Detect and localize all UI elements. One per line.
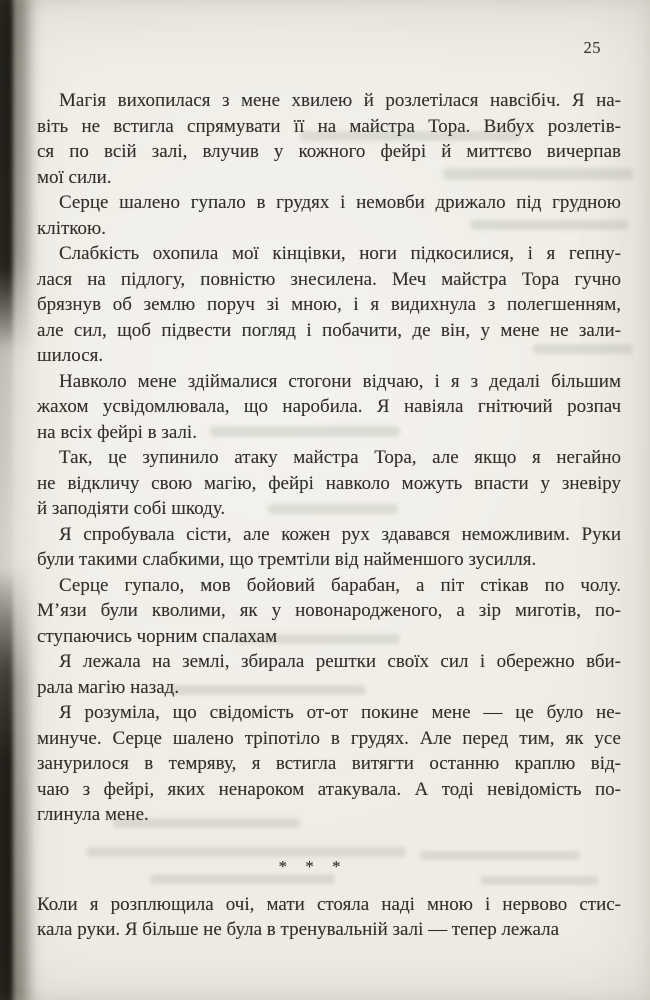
section-separator: * * * — [278, 856, 348, 876]
page-number: 25 — [583, 38, 601, 57]
text-line: віть не встигла спрямувати її на майстра Тора. Вибух розлетів- — [37, 115, 621, 137]
text-line: були такими слабкими, що тремтіли від найменшого зусилля. — [37, 549, 537, 570]
text-line: Я розуміла, що свідомість от-от покине мене — це було не- — [59, 702, 621, 723]
text-line: лася на підлогу, повністю знесилена. Меч майстра Тора гучно — [37, 268, 621, 290]
paragraph — [37, 649, 621, 700]
text-line: брязнув об землю поруч зі мною, і я видихнула з полегшенням, — [37, 294, 621, 315]
text-line: жахом усвідомлювала, що наробила. Я навіяла гнітючий розпач — [37, 396, 621, 417]
paragraph — [37, 88, 621, 190]
text-line: М’язи були кволими, як у новонародженого, а зір миготів, по- — [37, 600, 621, 621]
text-line: занурилося в темряву, я встигла витягти останню краплю від- — [37, 753, 621, 774]
text-line: Так, це зупинило атаку майстра Тора, але якщо я негайно — [59, 447, 621, 468]
text-line: Я спробувала сісти, але кожен рух здавався неможливим. Руки — [59, 523, 621, 545]
paragraph — [37, 445, 621, 522]
paragraph — [37, 190, 621, 241]
text-line: Серце гупало, мов бойовий барабан, а піт стікав по чолу. — [59, 574, 621, 596]
page-body — [37, 88, 621, 943]
gutter-shadow-soft — [0, 0, 28, 1000]
text-line: Я лежала на землі, збирала рештки своїх сил і обережно вби- — [59, 651, 621, 672]
text-line: чаю з фейрі, яких ненароком атакувала. А тоді невідомість по- — [37, 778, 621, 800]
text-line: Серце шалено гупало в грудях і немовби дрижало під грудною — [59, 192, 621, 213]
paragraph — [37, 369, 621, 446]
paragraph — [37, 522, 621, 573]
text-line: не відкличу свою магію, фейрі навколо можуть впасти у зневіру — [37, 472, 621, 494]
paragraph — [37, 892, 621, 943]
text-line: минуче. Серце шалено тріпотіло в грудях. Але перед тим, як усе — [37, 727, 621, 749]
text-line: але сил, щоб підвести погляд і побачити, де він, у мене не зали- — [37, 319, 621, 341]
text-line: глинула мене. — [37, 804, 149, 825]
text-line: шилося. — [37, 345, 104, 366]
text-line: Слабкість охопила мої кінцівки, ноги підкосилися, і я гепну- — [59, 243, 621, 264]
text-line: Навколо мене здіймалися стогони відчаю, і я з дедалі більшим — [59, 370, 621, 392]
paragraph — [37, 700, 621, 828]
text-line: Магія вихопилася з мене хвилею й розлетілася навсібіч. Я на- — [59, 90, 621, 111]
text-line: мої сили. — [37, 166, 112, 188]
text-line: Коли я розплющила очі, мати стояла наді мною і нервово стис- — [37, 893, 621, 915]
paragraph — [37, 573, 621, 650]
text-line: кліткою. — [37, 217, 107, 239]
text-line: ся по всій залі, влучив у кожного фейрі й миттєво вичерпав — [37, 141, 621, 162]
text-line: рала магію назад. — [37, 676, 180, 698]
text-line: ступаючись чорним спалахам — [37, 625, 278, 647]
text-line: кала руки. Я більше не була в тренувальній залі — тепер лежала — [37, 919, 560, 940]
paragraph — [37, 241, 621, 369]
text-line: й заподіяти собі шкоду. — [37, 498, 226, 519]
gutter-shadow — [0, 0, 13, 1000]
text-line: на всіх фейрі в залі. — [37, 421, 197, 443]
